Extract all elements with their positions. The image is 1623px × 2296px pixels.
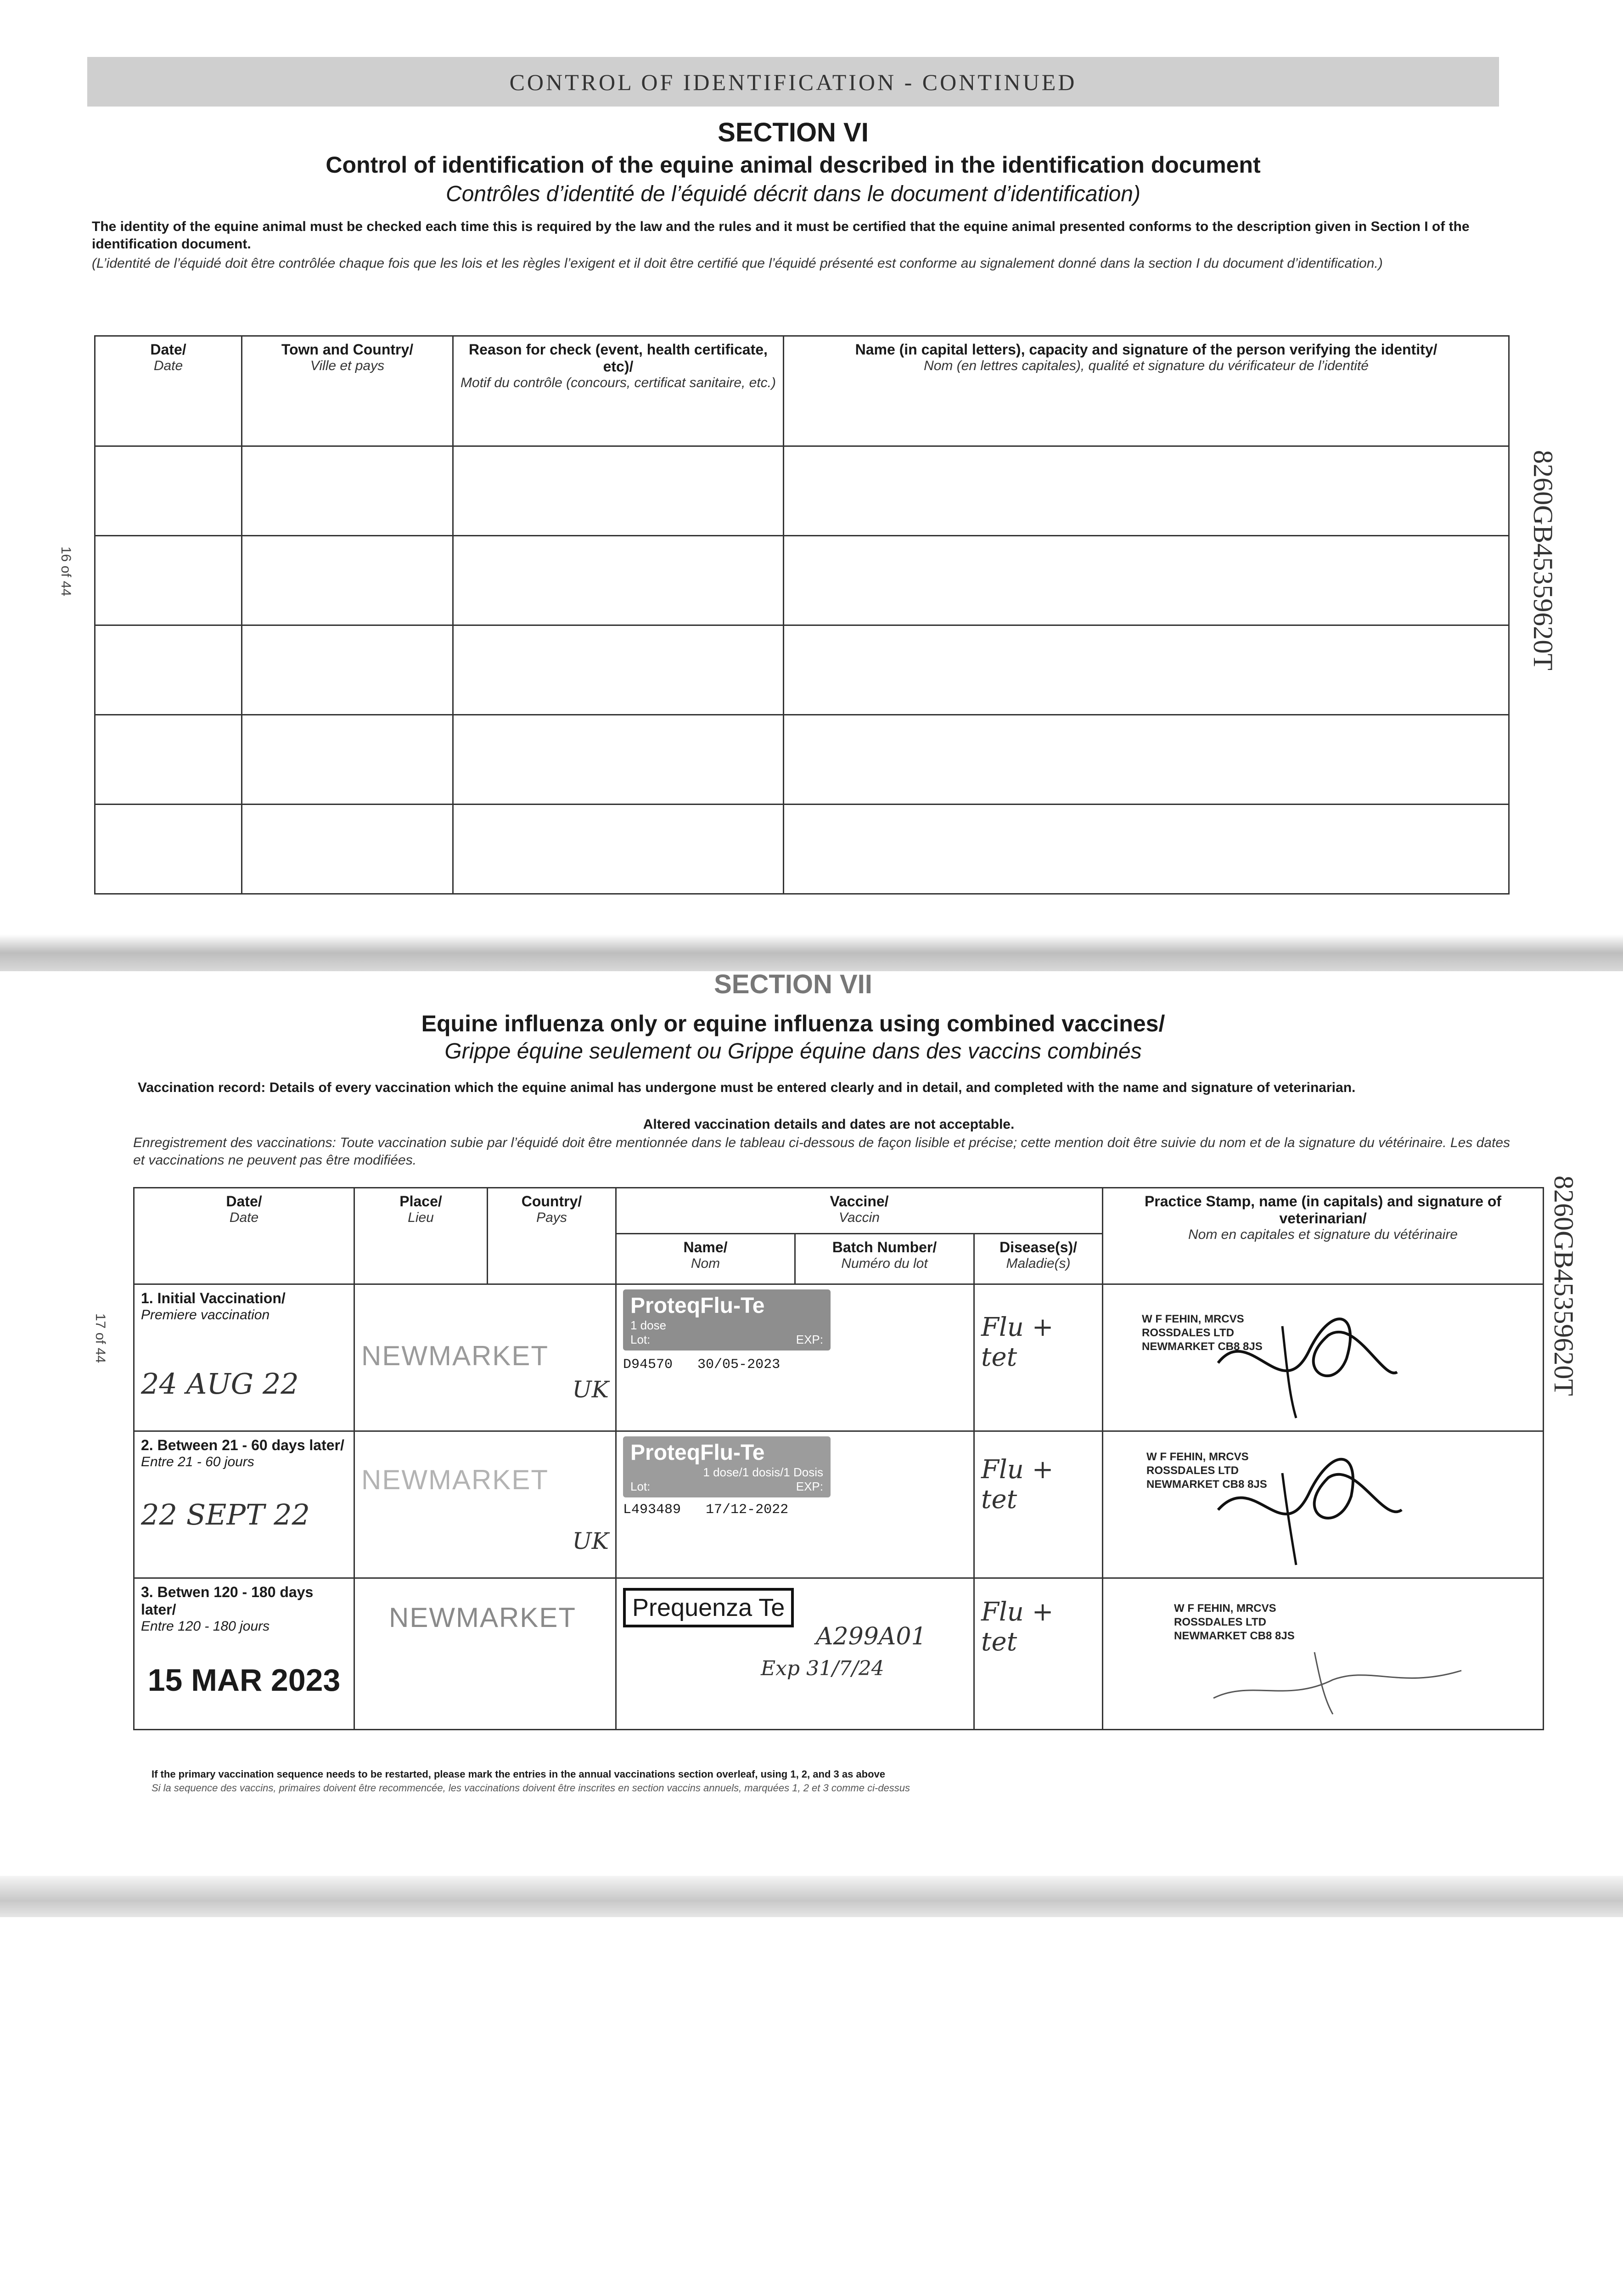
- side-id-upper: 8260GB45359620T: [1528, 450, 1558, 670]
- row2-date: 22 SEPT 22: [141, 1498, 310, 1531]
- section-vi-title: SECTION VI: [718, 118, 869, 147]
- section-vi-note-fr: (L’identité de l’équidé doit être contrôlée chaque fois que les lois et les règles l’exigent et il doit être certifié que l’équidé présenté est conforme au signalement donné dans la section I du document d’identification.): [92, 256, 1383, 271]
- footer-note-en: If the primary vaccination sequence needs to be restarted, please mark the entries in the annual vaccinations section overleaf, using 1, 2, and 3 as above: [152, 1768, 886, 1780]
- col-vaccine-name: Name/ Nom: [616, 1234, 795, 1284]
- row1-disease: Flu + tet: [974, 1284, 1103, 1431]
- row1-vaccine-label: [623, 1289, 831, 1351]
- section-vii-note-en2: Altered vaccination details and dates are not acceptable.: [643, 1117, 1015, 1132]
- col-reason: Reason for check (event, health certificate, etc)/ Motif du contrôle (concours, certificat sanitaire, etc.): [453, 336, 784, 446]
- table-row: [95, 805, 1509, 894]
- row1-vet-cell: [1103, 1284, 1544, 1431]
- row2-label-fr: Entre 21 - 60 jours: [141, 1454, 254, 1469]
- col-disease: Disease(s)/ Maladie(s): [974, 1234, 1103, 1284]
- row1-vaccine-cell: [616, 1284, 974, 1431]
- row2-disease: Flu + tet: [974, 1431, 1103, 1578]
- vaccination-header-row-1: [134, 1188, 1544, 1234]
- row1-label-fr: Premiere vaccination: [141, 1307, 270, 1322]
- row3-label-fr: Entre 120 - 180 jours: [141, 1619, 270, 1634]
- row1-exp-label: EXP:: [796, 1333, 823, 1346]
- row3-place-country: [354, 1578, 616, 1730]
- banner-text: CONTROL OF IDENTIFICATION - CONTINUED: [509, 69, 1077, 95]
- col-vaccine: Vaccine/ Vaccin: [616, 1188, 1103, 1234]
- col-country: Country/ Pays: [488, 1188, 616, 1284]
- row2-vet-cell: [1103, 1431, 1544, 1578]
- section-vii-heading-fr: Grippe équine seulement ou Grippe équine dans des vaccins combinés: [444, 1039, 1142, 1064]
- col-date: Date/ Date: [95, 336, 242, 446]
- row1-lot-label: Lot:: [630, 1333, 651, 1346]
- identity-check-header-row: [95, 336, 1509, 446]
- section-vii-heading-en: Equine influenza only or equine influenza using combined vaccines/: [421, 1011, 1165, 1036]
- row1-vaccine-name: ProteqFlu-Te: [630, 1294, 765, 1318]
- vaccination-row-2: [134, 1431, 1544, 1578]
- row2-date-cell: [134, 1431, 354, 1578]
- row1-place: NEWMARKET: [361, 1340, 549, 1371]
- section-vi-heading-fr: Contrôles d’identité de l’équidé décrit dans le document d’identification): [446, 182, 1140, 206]
- row1-vaccine-dose: 1 dose: [630, 1318, 667, 1332]
- side-id-lower: 8260GB45359620T: [1549, 1176, 1579, 1396]
- row2-country: UK: [572, 1528, 609, 1554]
- page-number-16: 16 of 44: [58, 546, 73, 597]
- row2-vaccine-name: ProteqFlu-Te: [630, 1441, 765, 1465]
- table-row: [95, 625, 1509, 715]
- row2-place: NEWMARKET: [361, 1464, 549, 1495]
- section-vii-title: SECTION VII: [714, 969, 872, 999]
- row3-place: NEWMARKET: [389, 1602, 576, 1633]
- row2-signature: [1204, 1432, 1406, 1570]
- row1-batch: D94570: [623, 1357, 673, 1373]
- vaccination-table: [133, 1187, 1544, 1730]
- table-row: [95, 536, 1509, 625]
- row3-vaccine-cell: [616, 1578, 974, 1730]
- row3-vaccine-name: Prequenza Te: [623, 1588, 794, 1627]
- row1-expiry: 30/05-2023: [697, 1357, 781, 1373]
- row2-vaccine-cell: [616, 1431, 974, 1578]
- row3-label: 3. Betwen 120 - 180 days later/: [141, 1584, 314, 1618]
- row1-label: 1. Initial Vaccination/: [141, 1290, 286, 1306]
- page-bottom-shadow: [0, 1876, 1623, 1917]
- row3-date-stamp: 15 MAR 2023: [147, 1663, 341, 1698]
- row1-date: 24 AUG 22: [141, 1367, 299, 1401]
- section-vii-note-en: Vaccination record: Details of every vaccination which the equine animal has undergone must be entered clearly and in detail, and completed with the name and signature of veterinarian.: [138, 1080, 1356, 1095]
- row2-label: 2. Between 21 - 60 days later/: [141, 1437, 344, 1453]
- identity-check-table: [94, 335, 1510, 895]
- page-number-17: 17 of 44: [93, 1313, 108, 1363]
- row3-vet-cell: [1103, 1578, 1544, 1730]
- row2-vet-stamp: W F FEHIN, MRCVS ROSSDALES LTD NEWMARKET CB8 8JS: [1146, 1451, 1267, 1491]
- row1-place-country: [354, 1284, 616, 1431]
- row2-vaccine-label: [623, 1436, 831, 1497]
- table-row: [95, 715, 1509, 805]
- row1-date-cell: [134, 1284, 354, 1431]
- col-date: Date/ Date: [134, 1188, 354, 1284]
- row2-expiry: 17/12-2022: [706, 1502, 789, 1518]
- vaccination-row-1: [134, 1284, 1544, 1431]
- row2-vaccine-dose: 1 dose/1 dosis/1 Dosis: [703, 1465, 823, 1479]
- row2-lot-label: Lot:: [630, 1480, 651, 1493]
- footer-note-fr: Si la sequence des vaccins, primaires doivent être recommencée, les vaccinations doivent être inscrites en section vaccins annuels, marquées 1, 2 et 3 comme ci-dessus: [152, 1782, 910, 1794]
- col-verifier: Name (in capital letters), capacity and signature of the person verifying the identity/ Nom (en lettres capitales), qualité et signature du vérificateur de l’identité: [784, 336, 1509, 446]
- col-vet: Practice Stamp, name (in capitals) and signature of veterinarian/ Nom en capitales et signature du vétérinaire: [1103, 1188, 1544, 1284]
- section-vi-heading-en: Control of identification of the equine animal described in the identification document: [326, 152, 1261, 178]
- row1-country: UK: [572, 1376, 609, 1403]
- row3-batch: A299A01: [816, 1623, 927, 1650]
- col-town-country: Town and Country/ Ville et pays: [242, 336, 453, 446]
- row1-signature: [1209, 1294, 1402, 1423]
- fold-shadow: [0, 934, 1623, 971]
- section-vii-note-fr: Enregistrement des vaccinations: Toute vaccination subie par l’équidé doit être mentionnée dans le tableau ci-dessous de façon lisible et précise; cette mention doit être suivie du nom et de la signature du vétérinaire. Les dates et vaccinations ne peuvent pas être modifiées.: [133, 1135, 1511, 1168]
- row3-date-cell: [134, 1578, 354, 1730]
- col-place: Place/ Lieu: [354, 1188, 488, 1284]
- vaccination-row-3: [134, 1578, 1544, 1730]
- row2-exp-label: EXP:: [796, 1480, 823, 1493]
- row3-vet-stamp: W F FEHIN, MRCVS ROSSDALES LTD NEWMARKET CB8 8JS: [1174, 1602, 1295, 1642]
- row3-disease: Flu + tet: [974, 1578, 1103, 1730]
- row1-vet-stamp: W F FEHIN, MRCVS ROSSDALES LTD NEWMARKET CB8 8JS: [1142, 1313, 1263, 1353]
- section-vi-note-en: The identity of the equine animal must be checked each time this is required by the law and the rules and it must be certified that the equine animal presented conforms to the description given in Section I of the identification document.: [92, 219, 1470, 252]
- row3-expiry: Exp 31/7/24: [761, 1657, 884, 1680]
- row3-signature: [1195, 1625, 1471, 1716]
- col-batch: Batch Number/ Numéro du lot: [795, 1234, 974, 1284]
- row2-batch: L493489: [623, 1502, 681, 1518]
- row2-place-country: [354, 1431, 616, 1578]
- table-row: [95, 446, 1509, 536]
